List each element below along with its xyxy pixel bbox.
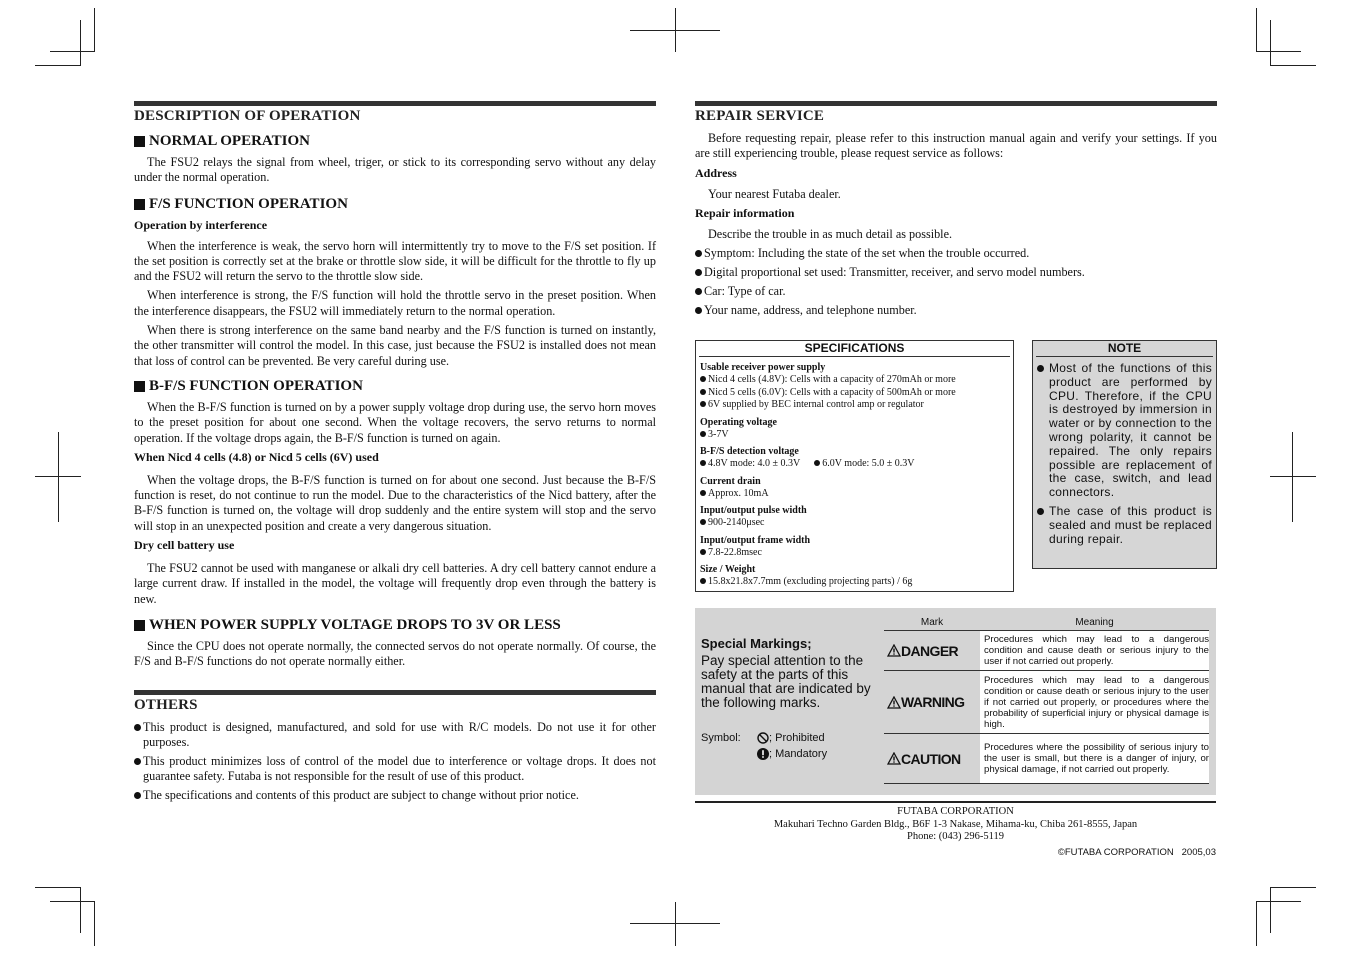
- bullet-icon: [700, 389, 706, 395]
- list-item: Your name, address, and telephone number.: [695, 303, 1217, 318]
- heading-nicd: When Nicd 4 cells (4.8) or Nicd 5 cells (6V) used: [134, 449, 379, 464]
- heading-interference: Operation by interference: [134, 217, 268, 232]
- table-row: [884, 734, 1209, 784]
- spec-line: 6V supplied by BEC internal control amp or regulator: [700, 399, 1009, 412]
- subsection-normal: NORMAL OPERATION: [134, 133, 656, 150]
- right-column: [695, 101, 1217, 322]
- footer-rule: [695, 801, 1216, 803]
- symbol-label: Symbol:: [701, 732, 741, 744]
- bullet-icon: [814, 460, 820, 466]
- note-item: The case of this product is sealed and must be replaced during repair.: [1037, 505, 1212, 546]
- spec-line: 7.8-22.8msec: [700, 547, 1009, 560]
- footer-phone: Phone: (043) 296-5119: [906, 831, 1005, 842]
- paragraph: Describe the trouble in as much detail as possible.: [708, 226, 953, 241]
- square-bullet-icon: [134, 199, 145, 210]
- section-rule: [695, 101, 1217, 106]
- symbol-mandatory-row: ; Mandatory: [701, 748, 873, 760]
- section-title-repair: REPAIR SERVICE: [695, 108, 825, 124]
- spec-line: 900-2140μsec: [700, 517, 1009, 530]
- paragraph: Your nearest Futaba dealer.: [708, 186, 841, 201]
- bullet-icon: [134, 758, 141, 765]
- spec-heading: Input/output pulse width: [700, 505, 807, 516]
- markings-title: Special Markings;: [701, 636, 812, 651]
- mark-cell: WARNING: [884, 671, 980, 733]
- spec-line: Nicd 4 cells (4.8V): Cells with a capacity of 270mAh or more: [700, 374, 1009, 387]
- table-row: [884, 671, 1209, 734]
- spec-line: 4.8V mode: 4.0 ± 0.3V 6.0V mode: 5.0 ± 0.3V: [700, 458, 1009, 471]
- footer-company: FUTABA CORPORATION: [897, 806, 1014, 817]
- bullet-icon: [1037, 508, 1044, 515]
- spec-heading: B-F/S detection voltage: [700, 446, 799, 457]
- paragraph: Before requesting repair, please refer to this instruction manual again and verify your settings. If you are still experiencing trouble, please request service as follows:: [695, 131, 1217, 161]
- warning-triangle-icon: [887, 644, 901, 657]
- special-markings-panel: [695, 608, 1216, 795]
- meaning-cell: Procedures which may lead to a dangerous condition and cause death or serious injury to the user if not carried out properly.: [980, 634, 1209, 667]
- subsection-bfs: B-F/S FUNCTION OPERATION: [134, 378, 656, 395]
- spec-heading: Current drain: [700, 475, 761, 487]
- square-bullet-icon: [134, 381, 145, 392]
- bullet-icon: [695, 269, 702, 276]
- section-rule: [134, 101, 656, 106]
- table-row: [884, 631, 1209, 671]
- paragraph: The FSU2 cannot be used with manganese or alkali dry cell batteries. A dry cell battery cannot endure a large current draw. If installed in the model, the voltage will frequently drop even through the battery is new.: [134, 561, 656, 606]
- paragraph: The FSU2 relays the signal from wheel, triger, or stick to its corresponding servo without any delay under the normal operation.: [134, 155, 656, 185]
- paragraph: When the interference is weak, the servo horn will intermittently try to move to the F/S set position. If the set position is correctly set at the brake or throttle slow side, it will be difficult for the throttle to fly up and the FSU2 will return the servo to the throttle slow side.: [134, 238, 656, 284]
- spec-heading: Usable receiver power supply: [700, 362, 826, 373]
- footer-copyright: ©FUTABA CORPORATION 2005,03: [1057, 847, 1216, 858]
- bullet-icon: [700, 431, 706, 437]
- bullet-icon: [134, 724, 141, 731]
- bullet-icon: [695, 307, 702, 314]
- symbol-prohibited-row: Symbol: ; Prohibited: [701, 732, 825, 744]
- bullet-icon: [700, 460, 706, 466]
- bullet-icon: [700, 401, 706, 407]
- heading-address: Address: [695, 165, 737, 180]
- column-header-mark: Mark: [920, 617, 944, 628]
- mark-cell: DANGER: [884, 631, 980, 670]
- bullet-icon: [695, 250, 702, 257]
- bullet-icon: [700, 490, 706, 496]
- spec-line: Nicd 5 cells (6.0V): Cells with a capacity of 500mAh or more: [700, 387, 1009, 400]
- section-title-description: DESCRIPTION OF OPERATION: [134, 108, 361, 124]
- paragraph: When the B-F/S function is turned on by a power supply voltage drop during use, the servo horn moves to the preset position for about one second. When the voltage recovers, the servo returns to normal operation. If the voltage drops again, the B-F/S function is turned on again.: [134, 399, 656, 445]
- meaning-cell: Procedures which may lead to a dangerous condition or cause death or serious injury to the user if not carried out properly, or procedures where the probability of superficial injury or physical damage is high.: [980, 675, 1209, 730]
- mandatory-icon: [757, 748, 769, 760]
- list-item: Digital proportional set used: Transmitter, receiver, and servo model numbers.: [695, 265, 1217, 280]
- bullet-icon: [134, 792, 141, 799]
- markings-table: [884, 617, 1209, 784]
- note-box: [1032, 340, 1217, 569]
- bullet-icon: [1037, 365, 1044, 372]
- list-item: This product is designed, manufactured, and sold for use with R/C models. Do not use it for other purposes.: [134, 720, 656, 750]
- mark-cell: CAUTION: [884, 734, 980, 783]
- list-item: This product minimizes loss of control of the model due to interference or voltage drops. It does not guarantee safety. Futaba is not responsible for the result of use of this product.: [134, 754, 656, 784]
- warning-triangle-icon: [887, 696, 901, 709]
- subsection-low-voltage: WHEN POWER SUPPLY VOLTAGE DROPS TO 3V OR LESS: [134, 617, 656, 634]
- spec-line: Approx. 10mA: [700, 488, 1009, 501]
- specifications-box: [695, 340, 1014, 592]
- left-column: [134, 101, 656, 807]
- heading-dry-cell: Dry cell battery use: [134, 538, 235, 553]
- square-bullet-icon: [134, 136, 145, 147]
- paragraph: Since the CPU does not operate normally, the connected servos do not operate normally. Of course, the F/S and B-F/S functions do not operate normally either.: [134, 638, 656, 669]
- warning-triangle-icon: [887, 752, 901, 765]
- section-rule: [134, 690, 656, 695]
- bullet-icon: [700, 376, 706, 382]
- spec-heading: Size / Weight: [700, 564, 756, 575]
- markings-description: Pay special attention to the safety at the parts of this manual that are indicated by the following marks.: [701, 653, 871, 710]
- list-item: Symptom: Including the state of the set when the trouble occurred.: [695, 246, 1217, 261]
- section-title-others: OTHERS: [134, 696, 198, 713]
- subsection-fs: F/S FUNCTION OPERATION: [134, 196, 656, 213]
- paragraph: When there is strong interference on the same band nearby and the F/S function is turned on instantly, the other transmitter will control the model. In this case, just because the FSU2 is installed does not mean that loss of control can be prevented. Be very careful during use.: [134, 323, 656, 368]
- footer-address: Makuhari Techno Garden Bldg., B6F 1-3 Nakase, Mihama-ku, Chiba 261-8555, Japan: [773, 818, 1138, 830]
- spec-heading: Input/output frame width: [700, 534, 811, 546]
- prohibited-icon: [757, 732, 769, 744]
- footer: [695, 806, 1216, 844]
- bullet-icon: [700, 519, 706, 525]
- specifications-title: SPECIFICATIONS: [699, 341, 1010, 357]
- spec-line: 3-7V: [700, 429, 1009, 442]
- bullet-icon: [700, 549, 706, 555]
- markings-table-header: [884, 617, 1209, 631]
- bullet-icon: [695, 288, 702, 295]
- note-item: Most of the functions of this product are performed by CPU. Therefore, if the CPU is destroyed by immersion in water or by connection to the wrong polarity, it cannot be repaired. The only repairs possible are replacement of the case, switch, and lead connectors.: [1037, 362, 1212, 500]
- paragraph: When interference is strong, the F/S function will hold the throttle servo in the preset position. When the interference disappears, the FSU2 will immediately return to the normal operation.: [134, 288, 656, 318]
- bullet-icon: [700, 578, 706, 584]
- square-bullet-icon: [134, 620, 145, 631]
- heading-repair-info: Repair information: [695, 205, 795, 220]
- column-header-meaning: Meaning: [1075, 617, 1114, 628]
- paragraph: When the voltage drops, the B-F/S function is turned on for about one second. Just because the B-F/S function is reset, do not continue to run the model. Due to the characteristics of the Nicd battery, after the B-F/S function is turned on, the voltage will drop suddenly and the entire system will stop and the servo will stop in an unexpected position and create a very dangerous situation.: [134, 472, 656, 533]
- list-item: Car: Type of car.: [695, 284, 1217, 299]
- spec-line: 15.8x21.8x7.7mm (excluding projecting parts) / 6g: [700, 576, 1009, 589]
- spec-heading: Operating voltage: [700, 416, 777, 428]
- list-item: The specifications and contents of this product are subject to change without prior notice.: [134, 788, 656, 803]
- meaning-cell: Procedures where the possibility of serious injury to the user is small, but there is a danger of injury, or physical damage, if not carried out properly.: [980, 742, 1209, 775]
- note-title: NOTE: [1036, 341, 1213, 357]
